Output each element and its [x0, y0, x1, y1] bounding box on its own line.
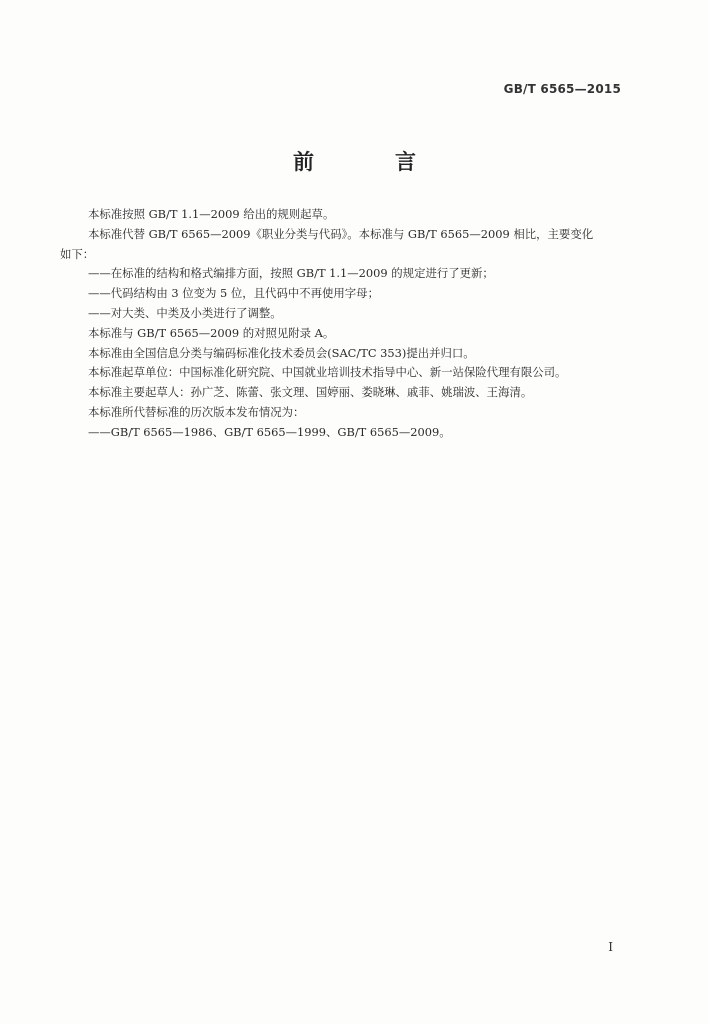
paragraph-drafters: 本标准主要起草人：孙广芝、陈蕾、张文理、国婷丽、娄晓琳、戚菲、姚瑞波、王海清。 [88, 385, 533, 400]
paragraph-annex: 本标准与 GB/T 6565—2009 的对照见附录 A。 [88, 325, 335, 340]
change-item-structure: ——在标准的结构和格式编排方面，按照 GB/T 1.1—2009 的规定进行了更新； [88, 266, 494, 281]
history-versions: ——GB/T 6565—1986、GB/T 6565—1999、GB/T 6565—2009。 [88, 424, 451, 439]
paragraph-history: 本标准所代替标准的历次版本发布情况为： [88, 404, 305, 419]
change-item-categories: ——对大类、中类及小类进行了调整。 [88, 305, 282, 320]
foreword-body [60, 205, 630, 443]
page-number: I [608, 940, 613, 954]
paragraph-drafting-units: 本标准起草单位：中国标准化研究院、中国就业培训技术指导中心、新一站保险代理有限公司。 [88, 365, 567, 380]
paragraph-replacement: 本标准代替 GB/T 6565—2009《职业分类与代码》。本标准与 GB/T 6565—2009 相比，主要变化 [88, 226, 594, 241]
paragraph-drafting-rules: 本标准按照 GB/T 1.1—2009 给出的规则起草。 [88, 207, 335, 221]
paragraph-replacement-continued: 如下： [60, 246, 95, 261]
page-title: 前 言 [293, 150, 446, 174]
paragraph-committee: 本标准由全国信息分类与编码标准化技术委员会(SAC/TC 353)提出并归口。 [88, 345, 475, 360]
change-item-code: ——代码结构由 3 位变为 5 位，且代码中不再使用字母； [88, 286, 379, 301]
standard-code: GB/T 6565—2015 [503, 82, 621, 96]
